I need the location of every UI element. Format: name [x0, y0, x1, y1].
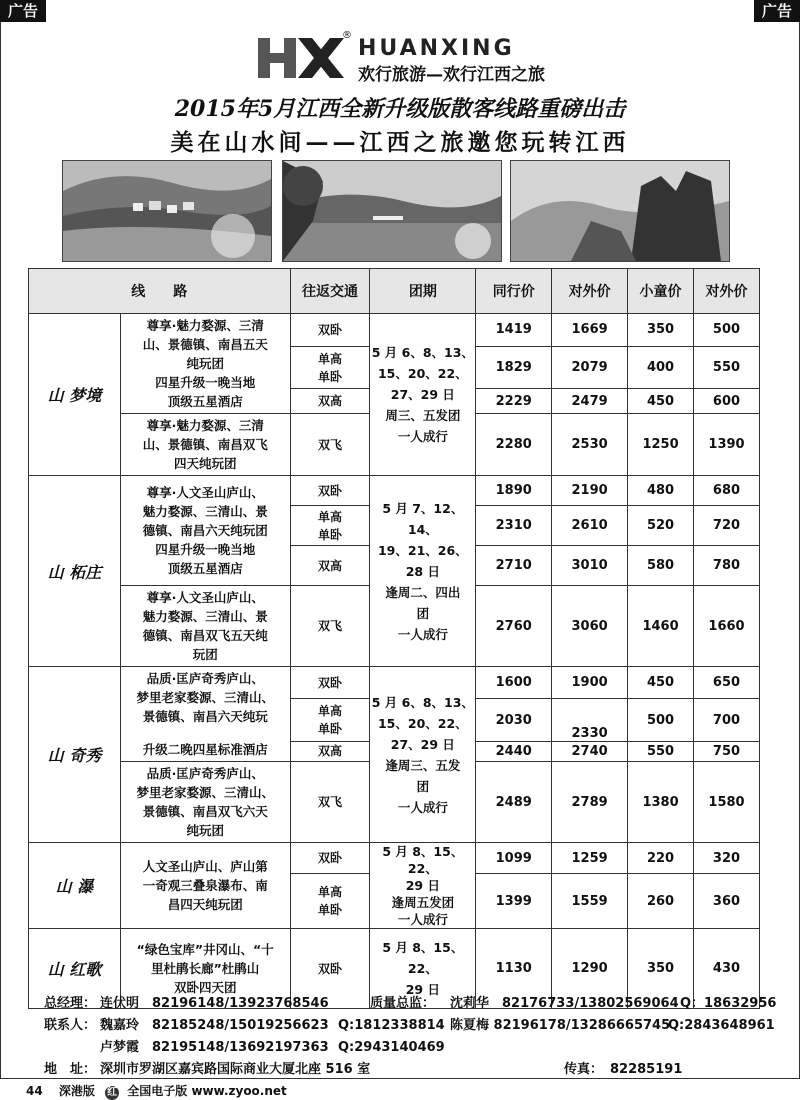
- price-cell: 780: [694, 546, 760, 586]
- table-row: [29, 843, 760, 874]
- contact-2: 陈夏梅 82196178/13286665745: [450, 1018, 671, 1033]
- brand-label: 山 瀑: [55, 877, 94, 896]
- price-cell: 1390: [694, 414, 760, 476]
- route-cell: 尊享·人文圣山庐山、 魅力婺源、三清山、景 德镇、南昌六天纯玩团 四星升级一晚当地 顶级五星酒店: [120, 476, 290, 586]
- ad-tag-left: 广告: [0, 0, 46, 22]
- transport-cell: 双卧: [290, 667, 370, 699]
- route-line: 四星升级一晚当地: [155, 375, 256, 390]
- route-cell: 尊享·魅力婺源、三清 山、景德镇、南昌双飞 四天纯玩团: [120, 414, 290, 476]
- ad-tag-right: 广告: [754, 0, 800, 22]
- gm-label: 总经理：: [44, 996, 97, 1011]
- price-cell: 550: [694, 346, 760, 389]
- table-header: [29, 269, 760, 314]
- price-cell: 550: [628, 741, 694, 761]
- price-cell: 1669: [552, 314, 628, 347]
- col-peer-price: 同行价: [476, 269, 552, 314]
- qa-contact: 沈莉华 82176733/13802569064: [450, 996, 679, 1011]
- price-cell: 1099: [476, 843, 552, 874]
- col-dates: 团期: [370, 269, 476, 314]
- price-cell: 3060: [552, 586, 628, 667]
- price-cell: 480: [628, 476, 694, 506]
- price-cell: 2740: [552, 741, 628, 761]
- dates-cell: 5 月 6、8、13、 15、20、22、 27、29 日 逢周三、五发 团 一人成行: [370, 667, 476, 843]
- transport-cell: 单高 单卧: [290, 506, 370, 546]
- transport-cell: 双卧: [290, 476, 370, 506]
- price-cell: 1259: [552, 843, 628, 874]
- photo-lake: [282, 160, 502, 262]
- route-price-table: [28, 268, 760, 1009]
- route-cell: 品质·匡庐奇秀庐山、 梦里老家婺源、三清山、 景德镇、南昌六天纯玩 升级二晚四星标准酒店: [120, 667, 290, 762]
- transport-cell: 双高: [290, 546, 370, 586]
- edition-badge: 红: [107, 1087, 118, 1098]
- transport-cell: 单高 单卧: [290, 699, 370, 741]
- brand-logo-pubu: [29, 843, 121, 929]
- page-number: 44: [26, 1084, 43, 1098]
- headline-2: 美在山水间——江西之旅邀您玩转江西: [170, 129, 630, 156]
- address-label: 地 址：: [44, 1062, 97, 1077]
- price-cell: 2310: [476, 506, 552, 546]
- route-cell: 品质·匡庐奇秀庐山、 梦里老家婺源、三清山、 景德镇、南昌双飞六天 纯玩团: [120, 762, 290, 843]
- company-logo: [258, 30, 588, 85]
- price-cell: 1460: [628, 586, 694, 667]
- col-child-price: 小童价: [628, 269, 694, 314]
- col-transport: 往返交通: [290, 269, 370, 314]
- route-cell: 人文圣山庐山、庐山第 一奇观三叠泉瀑布、南 昌四天纯玩团: [120, 843, 290, 929]
- price-cell: 2489: [476, 762, 552, 843]
- photo-mountain: [510, 160, 730, 262]
- website-link[interactable]: 全国电子版 www.zyoo.net: [127, 1084, 287, 1098]
- address: 深圳市罗湖区嘉宾路国际商业大厦北座 516 室: [100, 1062, 371, 1077]
- price-cell: 360: [694, 874, 760, 929]
- price-cell: 1890: [476, 476, 552, 506]
- price-cell: 2079: [552, 346, 628, 389]
- price-cell: 500: [694, 314, 760, 347]
- price-cell: 650: [694, 667, 760, 699]
- transport-cell: 双飞: [290, 414, 370, 476]
- fax-number: 82285191: [610, 1062, 683, 1077]
- price-cell: 450: [628, 389, 694, 414]
- price-cell: 720: [694, 506, 760, 546]
- price-cell: 1900: [552, 667, 628, 699]
- brand-logo-zhezhuang: [29, 476, 121, 667]
- price-cell: 2190: [552, 476, 628, 506]
- table-row: [29, 314, 760, 347]
- price-cell: 1829: [476, 346, 552, 389]
- edition-label: 深港版: [58, 1084, 95, 1098]
- route-line: 山、景德镇、南昌五天: [142, 337, 268, 352]
- transport-cell: 双卧: [290, 314, 370, 347]
- price-cell: 1559: [552, 874, 628, 929]
- route-line: 尊享·魅力婺源、三清: [146, 318, 264, 333]
- transport-cell: 双飞: [290, 762, 370, 843]
- price-cell: 2530: [552, 414, 628, 476]
- transport-cell: 双高: [290, 389, 370, 414]
- brand-logo-mengjing: [29, 314, 121, 476]
- price-cell: 430: [694, 929, 760, 1009]
- price-cell: 350: [628, 929, 694, 1009]
- brand-logo-qixiu: [29, 667, 121, 843]
- route-cell: [120, 314, 290, 414]
- price-cell: 2030: [476, 699, 552, 741]
- price-cell: 2330: [552, 699, 628, 741]
- hx-logo-mark: [258, 34, 344, 82]
- price-cell: 700: [694, 699, 760, 741]
- route-line: 纯玩团: [186, 356, 224, 371]
- table-row: [29, 476, 760, 506]
- brand-label: 山 梦境: [47, 386, 102, 405]
- contact-1-qq: Q:1812338814: [338, 1018, 445, 1033]
- contact-label: 联系人：: [44, 1018, 97, 1033]
- price-cell: 2760: [476, 586, 552, 667]
- price-cell: 400: [628, 346, 694, 389]
- price-cell: 2610: [552, 506, 628, 546]
- price-cell: 2789: [552, 762, 628, 843]
- price-cell: 3010: [552, 546, 628, 586]
- route-cell: “绿色宝库”井冈山、“十 里杜鹃长廊”杜鹃山 双卧四天团: [120, 929, 290, 1009]
- transport-cell: 双卧: [290, 843, 370, 874]
- table-row: [29, 667, 760, 699]
- price-cell: 350: [628, 314, 694, 347]
- price-cell: 600: [694, 389, 760, 414]
- price-cell: 320: [694, 843, 760, 874]
- photo-village: [62, 160, 272, 262]
- dates-cell: 5 月 8、15、22、 29 日: [370, 929, 476, 1009]
- qa-label: 质量总监：: [370, 996, 436, 1011]
- price-cell: 680: [694, 476, 760, 506]
- contact-3-qq: Q:2943140469: [338, 1040, 445, 1055]
- price-cell: 220: [628, 843, 694, 874]
- col-child-retail-price: 对外价: [694, 269, 760, 314]
- brand-label: 山 柘庄: [47, 562, 102, 582]
- brand-slogan: 欢行旅游—欢行江西之旅: [358, 65, 545, 85]
- route-cell: 尊享·人文圣山庐山、 魅力婺源、三清山、景 德镇、南昌双飞五天纯 玩团: [120, 586, 290, 667]
- price-cell: 1130: [476, 929, 552, 1009]
- route-line: 顶级五星酒店: [167, 394, 243, 409]
- page-footer: [26, 1082, 287, 1100]
- price-cell: 580: [628, 546, 694, 586]
- price-cell: 2479: [552, 389, 628, 414]
- price-cell: 1290: [552, 929, 628, 1009]
- fax-label: 传真：: [564, 1062, 604, 1077]
- price-cell: 1419: [476, 314, 552, 347]
- price-cell: 520: [628, 506, 694, 546]
- price-cell: 2710: [476, 546, 552, 586]
- page-divider: [0, 1078, 800, 1079]
- price-cell: 1580: [694, 762, 760, 843]
- brand-name: HUANXING: [358, 36, 515, 61]
- contact-1: 魏嘉玲 82185248/15019256623: [100, 1018, 329, 1033]
- gm-contact: 连伏明 82196148/13923768546: [100, 996, 329, 1011]
- col-route: 线 路: [29, 269, 291, 314]
- qa-qq: Q：18632956: [680, 996, 777, 1011]
- price-cell: 1600: [476, 667, 552, 699]
- transport-cell: 双飞: [290, 586, 370, 667]
- headline-1: 2015年5月江西全新升级版散客线路重磅出击: [174, 96, 626, 122]
- transport-cell: 双高: [290, 741, 370, 761]
- price-cell: 500: [628, 699, 694, 741]
- price-cell: 2280: [476, 414, 552, 476]
- brand-label: 山 奇秀: [47, 746, 102, 765]
- price-cell: 1399: [476, 874, 552, 929]
- price-cell: 2229: [476, 389, 552, 414]
- contact-footer: [44, 993, 784, 1081]
- transport-cell: 双卧: [290, 929, 370, 1009]
- contact-3: 卢梦霞 82195148/13692197363: [100, 1040, 329, 1055]
- price-cell: 750: [694, 741, 760, 761]
- price-cell: 450: [628, 667, 694, 699]
- price-cell: 1250: [628, 414, 694, 476]
- dates-cell: 5 月 7、12、14、 19、21、26、 28 日 逢周二、四出 团 一人成行: [370, 476, 476, 667]
- price-cell: 260: [628, 874, 694, 929]
- dates-cell: 5 月 8、15、22、 29 日 逢周五发团 一人成行: [370, 843, 476, 929]
- registered-mark: ®: [342, 30, 352, 41]
- transport-cell: 单高 单卧: [290, 874, 370, 929]
- dates-cell: 5 月 6、8、13、 15、20、22、 27、29 日 周三、五发团 一人成行: [370, 314, 476, 476]
- transport-cell: 单高 单卧: [290, 346, 370, 389]
- price-cell: 1660: [694, 586, 760, 667]
- price-cell: 2440: [476, 741, 552, 761]
- brand-label: 山 红歌: [47, 960, 102, 979]
- col-retail-price: 对外价: [552, 269, 628, 314]
- contact-2-qq: Q:2843648961: [668, 1018, 775, 1033]
- price-cell: 1380: [628, 762, 694, 843]
